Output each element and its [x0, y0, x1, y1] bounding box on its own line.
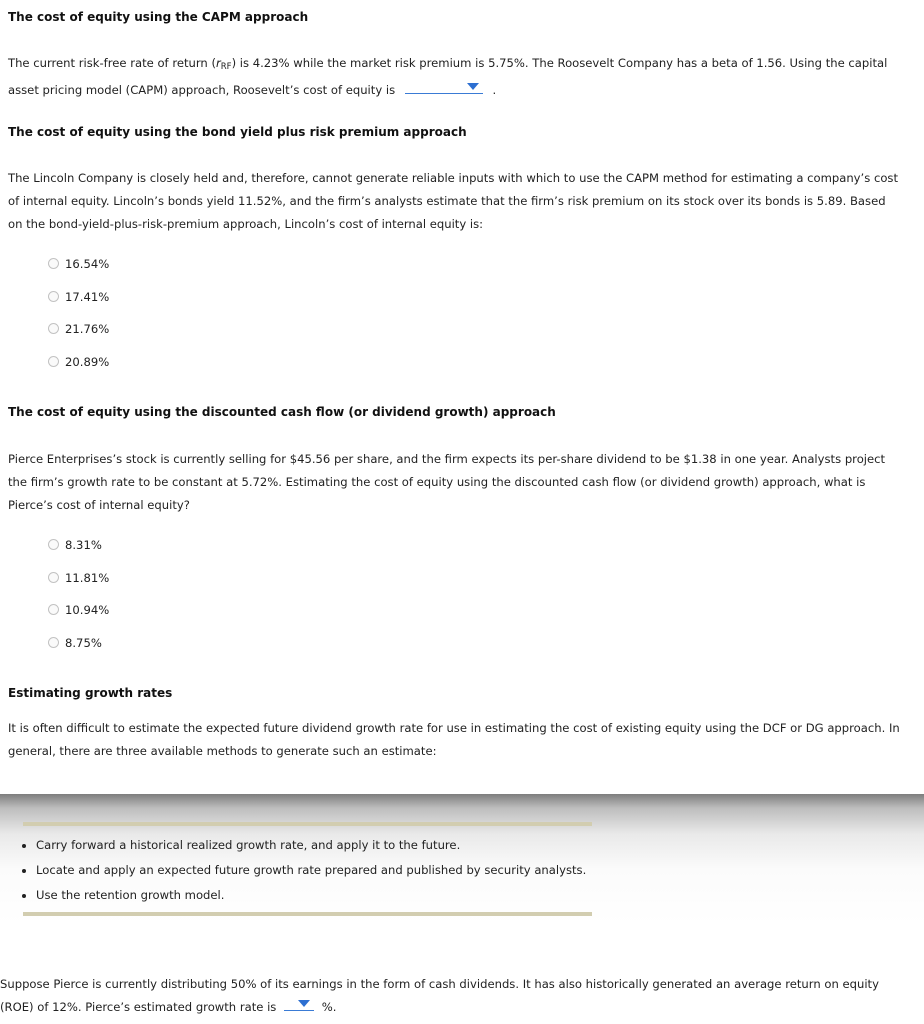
radio-button[interactable]: [48, 323, 59, 334]
risk-free-symbol: r: [215, 56, 221, 70]
dcf-heading: The cost of equity using the discounted cash flow (or dividend growth) approach: [8, 405, 556, 419]
radio-button[interactable]: [48, 604, 59, 615]
dcf-option-1[interactable]: 8.31%: [48, 537, 102, 553]
radio-button[interactable]: [48, 637, 59, 648]
chevron-down-icon: [298, 1000, 310, 1007]
radio-button[interactable]: [48, 356, 59, 367]
growth-heading: Estimating growth rates: [8, 686, 173, 700]
bond-option-3[interactable]: 21.76%: [48, 321, 109, 337]
bond-option-4[interactable]: 20.89%: [48, 354, 109, 370]
chevron-down-icon: [467, 83, 479, 90]
dcf-option-3[interactable]: 10.94%: [48, 602, 109, 618]
capm-answer-dropdown[interactable]: [405, 79, 483, 94]
bond-option-1[interactable]: 16.54%: [48, 256, 109, 272]
bond-question: The Lincoln Company is closely held and, therefore, cannot generate reliable inputs with which to use the CAPM method for estimating a company’s cost of internal equity. Lincoln’s bonds yield 11.52%, and the firm’s analysts estimate that the firm’s risk premium on its stock over its bonds is 5.89. Based on the bond-yield-plus-risk-premium approach, Lincoln’s cost of internal equity is:: [8, 171, 899, 231]
radio-button[interactable]: [48, 258, 59, 269]
list-item: • Locate and apply an expected future growth rate prepared and published by security analysts.: [36, 860, 586, 885]
capm-question: The current risk-free rate of return $(r_{RF})$ is 4.23% while the market risk premium is 5.75%. The Roosevelt Company has a beta of 1.56. Using the capital asset pricing model (CAPM) approach, Roosevelt’s cost of equity is .: [8, 56, 888, 97]
radio-button[interactable]: [48, 291, 59, 302]
growth-intro: It is often difficult to estimate the expected future dividend growth rate for use in estimating the cost of existing equity using the DCF or DG approach. In general, there are three available methods to generate such an estimate:: [8, 721, 900, 758]
dcf-option-4[interactable]: 8.75%: [48, 635, 102, 651]
list-item: • Use the retention growth model.: [36, 885, 586, 910]
dcf-question: Pierce Enterprises’s stock is currently selling for $45.56 per share, and the firm expects its per-share dividend to be $1.38 in one year. Analysts project the firm’s growth rate to be constant at 5.72%. Estimating the cost of equity using the discounted cash flow (or dividend growth) approach, what is Pierce’s cost of internal equity?: [8, 452, 886, 512]
growth-methods-list: [22, 835, 586, 910]
capm-heading: The cost of equity using the CAPM approach: [8, 10, 309, 24]
dcf-option-2[interactable]: 11.81%: [48, 570, 109, 586]
radio-button[interactable]: [48, 539, 59, 550]
bond-heading: The cost of equity using the bond yield plus risk premium approach: [8, 125, 467, 139]
top-divider: [23, 822, 592, 826]
growth-question: Suppose Pierce is currently distributing 50% of its earnings in the form of cash dividends. It has also historically generated an average return on equity (ROE) of 12%. Pierce’s estimated growth rate is %.: [0, 977, 879, 1014]
bond-option-2[interactable]: 17.41%: [48, 289, 109, 305]
growth-rate-dropdown[interactable]: [284, 996, 314, 1011]
bottom-divider: [23, 912, 592, 916]
risk-free-subscript: RF: [220, 62, 232, 72]
radio-button[interactable]: [48, 572, 59, 583]
list-item: • Carry forward a historical realized growth rate, and apply it to the future.: [36, 835, 586, 860]
